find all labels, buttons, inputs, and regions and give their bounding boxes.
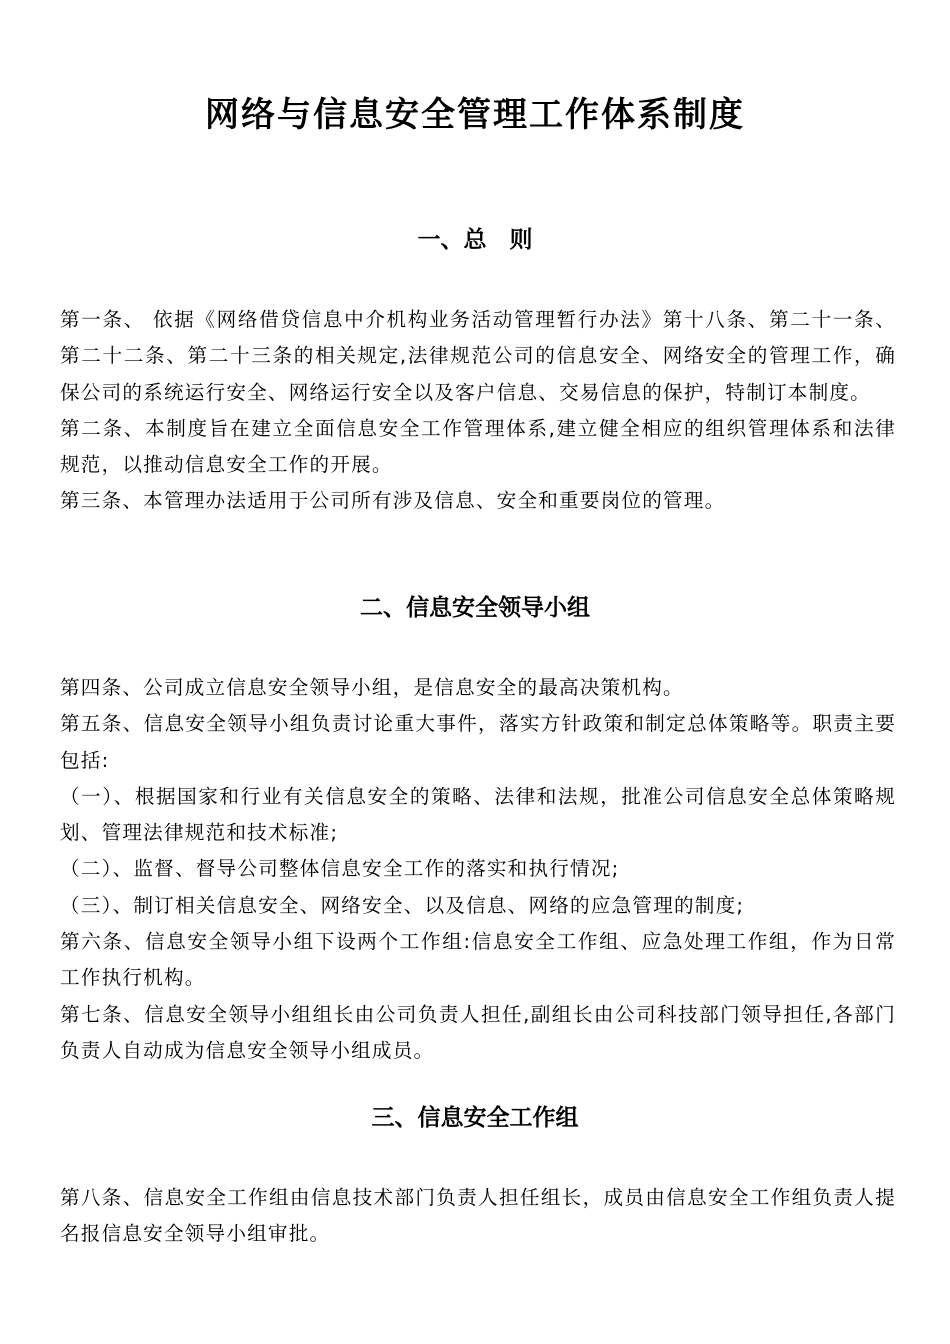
article-paragraph: 第七条、信息安全领导小组组长由公司负责人担任,副组长由公司科技部门领导担任,各部门负责人自动成为信息安全领导小组成员。 [60, 1002, 896, 1062]
document-title: 网络与信息安全管理工作体系制度 [205, 95, 745, 135]
article-paragraph: 第八条、信息安全工作组由信息技术部门负责人担任组长，成员由信息安全工作组负责人提名报信息安全领导小组审批。 [60, 1186, 896, 1246]
section-heading-leadership-group: 二、信息安全领导小组 [360, 595, 590, 621]
duty-item: （一）、根据国家和行业有关信息安全的策略、法律和法规，批准公司信息安全总体策略规划、管理法律规范和技术标准; [60, 784, 896, 845]
article-paragraph: 第二条、本制度旨在建立全面信息安全工作管理体系,建立健全相应的组织管理体系和法律规范，以推动信息安全工作的开展。 [60, 416, 896, 477]
article-paragraph: 第五条、信息安全领导小组负责讨论重大事件，落实方针政策和制定总体策略等。职责主要包括: [60, 712, 896, 772]
section-heading-working-group: 三、信息安全工作组 [371, 1105, 579, 1131]
duty-item: （二）、监督、督导公司整体信息安全工作的落实和执行情况; [60, 857, 620, 881]
article-paragraph: 第一条、 依据《网络借贷信息中介机构业务活动管理暂行办法》第十八条、第二十一条、第二十二条、第二十三条的相关规定,法律规范公司的信息安全、网络安全的管理工作，确保公司的系统运行安全、网络运行安全以及客户信息、交易信息的保护，特制订本制度。 [60, 308, 896, 404]
article-paragraph: 第四条、公司成立信息安全领导小组，是信息安全的最高决策机构。 [60, 676, 684, 699]
duty-item: （三）、制订相关信息安全、网络安全、以及信息、网络的应急管理的制度; [60, 893, 745, 917]
section-body-working-group [60, 1180, 896, 1253]
article-paragraph: 第三条、本管理办法适用于公司所有涉及信息、安全和重要岗位的管理。 [60, 489, 726, 513]
section-body-leadership-group [60, 670, 896, 1069]
section-body-general [60, 302, 896, 520]
section-heading-general: 一、总 则 [417, 227, 533, 253]
article-paragraph: 第六条、信息安全领导小组下设两个工作组:信息安全工作组、应急处理工作组，作为日常工作执行机构。 [60, 930, 896, 990]
